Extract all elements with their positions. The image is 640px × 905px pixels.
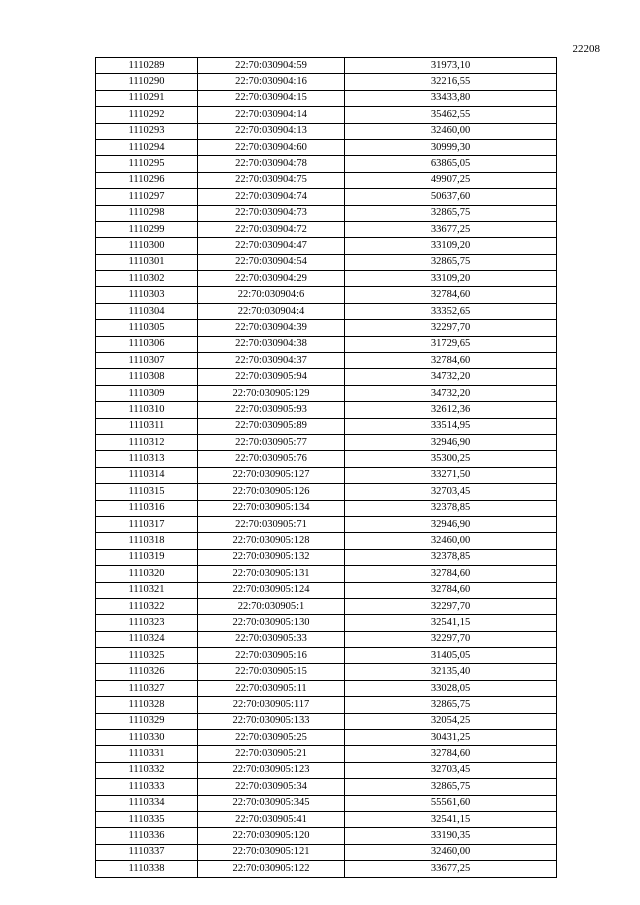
- value-cell: 32216,55: [345, 74, 557, 90]
- row-number-cell: 1110336: [96, 828, 198, 844]
- value-cell: 35462,55: [345, 107, 557, 123]
- value-cell: 30431,25: [345, 730, 557, 746]
- table-row: [96, 369, 557, 385]
- value-cell: 32297,70: [345, 631, 557, 647]
- row-number-cell: 1110312: [96, 434, 198, 450]
- table-row: [96, 713, 557, 729]
- row-number-cell: 1110295: [96, 156, 198, 172]
- table-row: [96, 484, 557, 500]
- table-row: [96, 402, 557, 418]
- cadastral-number-cell: 22:70:030904:78: [198, 156, 345, 172]
- value-cell: 32541,15: [345, 615, 557, 631]
- cadastral-number-cell: 22:70:030904:38: [198, 336, 345, 352]
- row-number-cell: 1110319: [96, 549, 198, 565]
- value-cell: 33190,35: [345, 828, 557, 844]
- cadastral-number-cell: 22:70:030905:120: [198, 828, 345, 844]
- row-number-cell: 1110302: [96, 271, 198, 287]
- table-row: [96, 221, 557, 237]
- table-row: [96, 74, 557, 90]
- cadastral-number-cell: 22:70:030905:93: [198, 402, 345, 418]
- cadastral-number-cell: 22:70:030905:16: [198, 648, 345, 664]
- value-cell: 33433,80: [345, 90, 557, 106]
- row-number-cell: 1110333: [96, 779, 198, 795]
- value-cell: 32865,75: [345, 779, 557, 795]
- row-number-cell: 1110328: [96, 697, 198, 713]
- cadastral-number-cell: 22:70:030905:71: [198, 516, 345, 532]
- value-cell: 34732,20: [345, 369, 557, 385]
- row-number-cell: 1110324: [96, 631, 198, 647]
- row-number-cell: 1110311: [96, 418, 198, 434]
- cadastral-number-cell: 22:70:030904:73: [198, 205, 345, 221]
- cadastral-number-cell: 22:70:030905:77: [198, 434, 345, 450]
- table-row: [96, 90, 557, 106]
- cadastral-number-cell: 22:70:030905:11: [198, 680, 345, 696]
- row-number-cell: 1110338: [96, 861, 198, 877]
- table-row: [96, 238, 557, 254]
- table-row: [96, 828, 557, 844]
- value-cell: 32054,25: [345, 713, 557, 729]
- cadastral-number-cell: 22:70:030905:89: [198, 418, 345, 434]
- cadastral-number-cell: 22:70:030904:15: [198, 90, 345, 106]
- row-number-cell: 1110298: [96, 205, 198, 221]
- cadastral-number-cell: 22:70:030905:121: [198, 844, 345, 860]
- value-cell: 32865,75: [345, 205, 557, 221]
- row-number-cell: 1110334: [96, 795, 198, 811]
- table-row: [96, 418, 557, 434]
- table-row: [96, 582, 557, 598]
- row-number-cell: 1110294: [96, 139, 198, 155]
- value-cell: 33352,65: [345, 303, 557, 319]
- cadastral-number-cell: 22:70:030905:34: [198, 779, 345, 795]
- value-cell: 33514,95: [345, 418, 557, 434]
- value-cell: 50637,60: [345, 189, 557, 205]
- table-row: [96, 254, 557, 270]
- table-row: [96, 139, 557, 155]
- value-cell: 32135,40: [345, 664, 557, 680]
- value-cell: 32784,60: [345, 566, 557, 582]
- table-row: [96, 287, 557, 303]
- value-cell: 33677,25: [345, 221, 557, 237]
- cadastral-number-cell: 22:70:030905:33: [198, 631, 345, 647]
- cadastral-number-cell: 22:70:030904:47: [198, 238, 345, 254]
- value-cell: 32784,60: [345, 287, 557, 303]
- cadastral-number-cell: 22:70:030904:29: [198, 271, 345, 287]
- value-cell: 32297,70: [345, 320, 557, 336]
- row-number-cell: 1110325: [96, 648, 198, 664]
- table-row: [96, 467, 557, 483]
- table-row: [96, 336, 557, 352]
- row-number-cell: 1110320: [96, 566, 198, 582]
- row-number-cell: 1110301: [96, 254, 198, 270]
- cadastral-number-cell: 22:70:030904:6: [198, 287, 345, 303]
- row-number-cell: 1110329: [96, 713, 198, 729]
- cadastral-number-cell: 22:70:030905:133: [198, 713, 345, 729]
- value-cell: 33271,50: [345, 467, 557, 483]
- row-number-cell: 1110315: [96, 484, 198, 500]
- row-number-cell: 1110330: [96, 730, 198, 746]
- table-row: [96, 795, 557, 811]
- row-number-cell: 1110316: [96, 500, 198, 516]
- cadastral-number-cell: 22:70:030905:132: [198, 549, 345, 565]
- row-number-cell: 1110291: [96, 90, 198, 106]
- value-cell: 32460,00: [345, 844, 557, 860]
- table-row: [96, 566, 557, 582]
- cadastral-number-cell: 22:70:030904:39: [198, 320, 345, 336]
- value-cell: 32865,75: [345, 254, 557, 270]
- value-cell: 32297,70: [345, 598, 557, 614]
- cadastral-number-cell: 22:70:030905:76: [198, 451, 345, 467]
- table-row: [96, 205, 557, 221]
- table-row: [96, 107, 557, 123]
- cadastral-number-cell: 22:70:030904:13: [198, 123, 345, 139]
- row-number-cell: 1110332: [96, 762, 198, 778]
- cadastral-number-cell: 22:70:030904:37: [198, 353, 345, 369]
- value-cell: 32541,15: [345, 811, 557, 827]
- value-cell: 49907,25: [345, 172, 557, 188]
- table-row: [96, 697, 557, 713]
- value-cell: 63865,05: [345, 156, 557, 172]
- cadastral-number-cell: 22:70:030904:59: [198, 58, 345, 74]
- row-number-cell: 1110304: [96, 303, 198, 319]
- value-cell: 31729,65: [345, 336, 557, 352]
- cadastral-number-cell: 22:70:030905:122: [198, 861, 345, 877]
- value-cell: 33677,25: [345, 861, 557, 877]
- cadastral-number-cell: 22:70:030905:131: [198, 566, 345, 582]
- row-number-cell: 1110308: [96, 369, 198, 385]
- table-row: [96, 533, 557, 549]
- cadastral-number-cell: 22:70:030905:345: [198, 795, 345, 811]
- table-row: [96, 434, 557, 450]
- cadastral-number-cell: 22:70:030905:124: [198, 582, 345, 598]
- cadastral-number-cell: 22:70:030905:123: [198, 762, 345, 778]
- table-row: [96, 811, 557, 827]
- value-cell: 32460,00: [345, 533, 557, 549]
- value-cell: 31405,05: [345, 648, 557, 664]
- cadastral-number-cell: 22:70:030905:25: [198, 730, 345, 746]
- table-row: [96, 746, 557, 762]
- row-number-cell: 1110317: [96, 516, 198, 532]
- table-row: [96, 680, 557, 696]
- cadastral-number-cell: 22:70:030904:75: [198, 172, 345, 188]
- row-number-cell: 1110323: [96, 615, 198, 631]
- cadastral-number-cell: 22:70:030905:41: [198, 811, 345, 827]
- value-cell: 33109,20: [345, 271, 557, 287]
- table-row: [96, 762, 557, 778]
- row-number-cell: 1110307: [96, 353, 198, 369]
- table-body: [96, 58, 557, 878]
- cadastral-number-cell: 22:70:030904:60: [198, 139, 345, 155]
- value-cell: 30999,30: [345, 139, 557, 155]
- row-number-cell: 1110292: [96, 107, 198, 123]
- table-row: [96, 385, 557, 401]
- value-cell: 55561,60: [345, 795, 557, 811]
- table-row: [96, 271, 557, 287]
- table-row: [96, 303, 557, 319]
- value-cell: 32865,75: [345, 697, 557, 713]
- table-row: [96, 549, 557, 565]
- table-row: [96, 320, 557, 336]
- table-row: [96, 172, 557, 188]
- table-row: [96, 123, 557, 139]
- row-number-cell: 1110313: [96, 451, 198, 467]
- row-number-cell: 1110296: [96, 172, 198, 188]
- value-cell: 32946,90: [345, 434, 557, 450]
- row-number-cell: 1110300: [96, 238, 198, 254]
- cadastral-number-cell: 22:70:030905:128: [198, 533, 345, 549]
- row-number-cell: 1110306: [96, 336, 198, 352]
- page-number: 22208: [572, 43, 600, 55]
- row-number-cell: 1110327: [96, 680, 198, 696]
- cadastral-number-cell: 22:70:030904:4: [198, 303, 345, 319]
- value-cell: 32784,60: [345, 582, 557, 598]
- value-cell: 34732,20: [345, 385, 557, 401]
- row-number-cell: 1110326: [96, 664, 198, 680]
- table-row: [96, 500, 557, 516]
- value-cell: 32946,90: [345, 516, 557, 532]
- table-row: [96, 598, 557, 614]
- row-number-cell: 1110335: [96, 811, 198, 827]
- table-row: [96, 58, 557, 74]
- row-number-cell: 1110314: [96, 467, 198, 483]
- row-number-cell: 1110289: [96, 58, 198, 74]
- value-cell: 32378,85: [345, 549, 557, 565]
- value-cell: 32460,00: [345, 123, 557, 139]
- cadastral-value-table: [95, 57, 557, 878]
- cadastral-number-cell: 22:70:030905:134: [198, 500, 345, 516]
- table-row: [96, 451, 557, 467]
- row-number-cell: 1110310: [96, 402, 198, 418]
- cadastral-number-cell: 22:70:030904:74: [198, 189, 345, 205]
- row-number-cell: 1110293: [96, 123, 198, 139]
- cadastral-number-cell: 22:70:030905:126: [198, 484, 345, 500]
- cadastral-number-cell: 22:70:030905:129: [198, 385, 345, 401]
- table-row: [96, 631, 557, 647]
- cadastral-number-cell: 22:70:030905:127: [198, 467, 345, 483]
- table-row: [96, 516, 557, 532]
- cadastral-number-cell: 22:70:030905:21: [198, 746, 345, 762]
- cadastral-number-cell: 22:70:030905:94: [198, 369, 345, 385]
- value-cell: 33028,05: [345, 680, 557, 696]
- value-cell: 33109,20: [345, 238, 557, 254]
- row-number-cell: 1110318: [96, 533, 198, 549]
- value-cell: 31973,10: [345, 58, 557, 74]
- value-cell: 32612,36: [345, 402, 557, 418]
- table-row: [96, 779, 557, 795]
- table-row: [96, 664, 557, 680]
- cadastral-number-cell: 22:70:030905:15: [198, 664, 345, 680]
- cadastral-number-cell: 22:70:030905:117: [198, 697, 345, 713]
- row-number-cell: 1110305: [96, 320, 198, 336]
- table-row: [96, 730, 557, 746]
- value-cell: 32703,45: [345, 484, 557, 500]
- table-row: [96, 353, 557, 369]
- row-number-cell: 1110321: [96, 582, 198, 598]
- table-row: [96, 189, 557, 205]
- table-row: [96, 156, 557, 172]
- cadastral-number-cell: 22:70:030905:1: [198, 598, 345, 614]
- cadastral-number-cell: 22:70:030904:54: [198, 254, 345, 270]
- row-number-cell: 1110337: [96, 844, 198, 860]
- row-number-cell: 1110331: [96, 746, 198, 762]
- cadastral-number-cell: 22:70:030904:14: [198, 107, 345, 123]
- row-number-cell: 1110322: [96, 598, 198, 614]
- value-cell: 32784,60: [345, 746, 557, 762]
- value-cell: 32703,45: [345, 762, 557, 778]
- table-row: [96, 861, 557, 877]
- table-row: [96, 648, 557, 664]
- row-number-cell: 1110299: [96, 221, 198, 237]
- cadastral-number-cell: 22:70:030904:72: [198, 221, 345, 237]
- cadastral-number-cell: 22:70:030905:130: [198, 615, 345, 631]
- value-cell: 32784,60: [345, 353, 557, 369]
- cadastral-number-cell: 22:70:030904:16: [198, 74, 345, 90]
- value-cell: 32378,85: [345, 500, 557, 516]
- row-number-cell: 1110309: [96, 385, 198, 401]
- row-number-cell: 1110290: [96, 74, 198, 90]
- table-row: [96, 615, 557, 631]
- table-row: [96, 844, 557, 860]
- value-cell: 35300,25: [345, 451, 557, 467]
- row-number-cell: 1110303: [96, 287, 198, 303]
- row-number-cell: 1110297: [96, 189, 198, 205]
